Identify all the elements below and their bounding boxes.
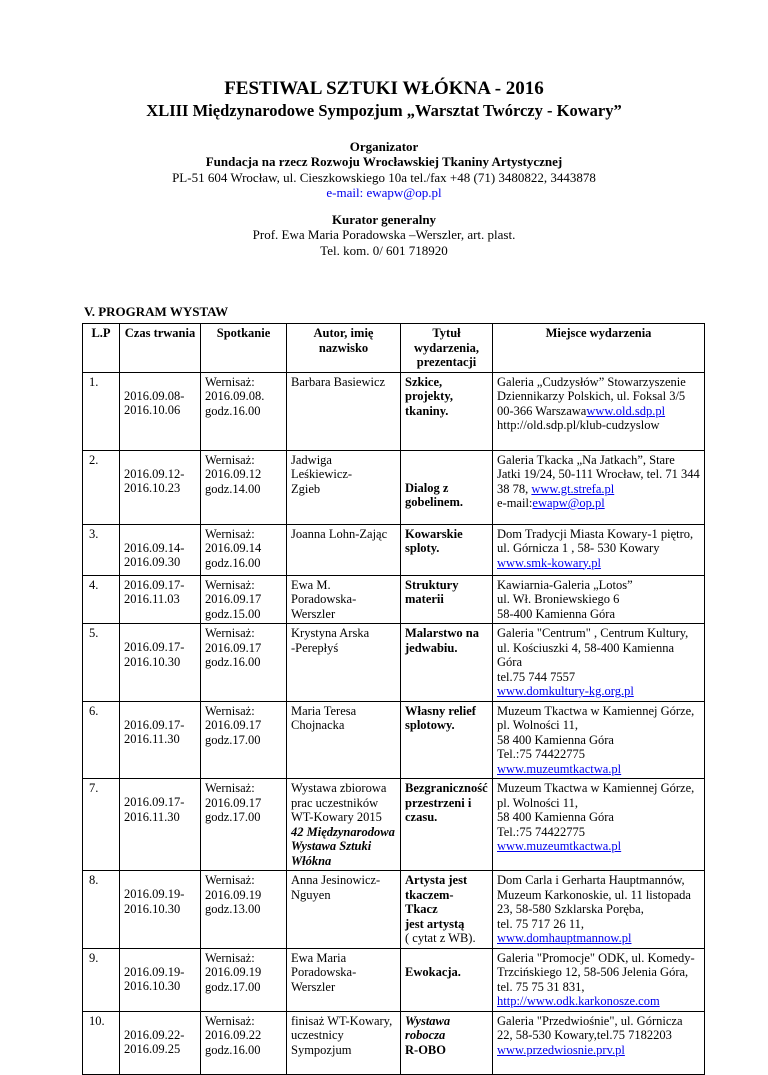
cell-spotkanie [201,871,287,949]
row-author: Ewa Maria Poradowska- Werszler [291,950,357,994]
row-dates: 2016.09.17- 2016.11.03 [124,577,185,606]
row-author: Barbara Basiewicz [291,374,386,389]
row-title: Dialog z gobelinem. [405,480,463,509]
table-header-row [83,324,705,373]
row-venue: Galeria „Cudzysłów” Stowarzyszenie Dziennikarzy Polskich, ul. Foksal 3/5 00-366 Warszawa [497,374,686,418]
cell-miejsce [493,701,705,779]
cell-lp [83,871,120,949]
row-author: Wystawa zbiorowa prac uczestników WT-Kowary 2015 [291,781,387,824]
cell-lp [83,450,120,524]
row-author: Anna Jesinowicz- Nguyen [291,873,381,902]
table-row [83,450,705,524]
cell-lp [83,575,120,624]
table-row [83,948,705,1011]
row-venue-extra: e-mail: [497,496,533,510]
table-row [83,624,705,702]
row-title: Malarstwo na jedwabiu. [405,626,479,655]
cell-spotkanie [201,372,287,450]
cell-czas [120,701,201,779]
row-number: 7. [89,781,99,795]
header-miejsce: Miejsce wydarzenia [493,324,705,373]
cell-autor [287,624,401,702]
table-row [83,779,705,871]
header-autor: Autor, imię nazwisko [287,324,401,373]
row-meeting: Wernisaż: 2016.09.19 godz.13.00 [205,873,262,916]
cell-spotkanie [201,575,287,624]
cell-autor [287,948,401,1011]
row-dates: 2016.09.17- 2016.10.30 [124,640,185,669]
cell-lp [83,948,120,1011]
row-author: Krystyna Arska -Perepłyś [291,626,370,655]
row-venue: Dom Tradycji Miasta Kowary-1 piętro, ul. Górnicza 1 , 58- 530 Kowary [497,526,694,555]
cell-miejsce [493,450,705,524]
row-author-extra: 42 Międzynarodowa Wystawa Sztuki Włókna [291,824,395,868]
cell-czas [120,624,201,702]
cell-spotkanie [201,948,287,1011]
venue-link[interactable]: www.przedwiosnie.prv.pl [497,1042,625,1057]
cell-spotkanie [201,779,287,871]
cell-miejsce [493,871,705,949]
cell-miejsce [493,575,705,624]
row-meeting: Wernisaż: 2016.09.17 godz.17.00 [205,703,262,747]
cell-autor [287,871,401,949]
row-venue: Muzeum Tkactwa w Kamiennej Górze, pl. Wolności 11, 58 400 Kamienna Góra Tel.:75 74422775 [497,703,695,761]
cell-czas [120,372,201,450]
cell-lp [83,701,120,779]
row-title: Własny relief splotowy. [405,703,476,732]
table-row [83,871,705,949]
organizer-block [0,139,768,201]
row-venue: Galeria "Przedwiośnie", ul. Górnicza 22, 58-530 Kowary,tel.75 7182203 [497,1013,683,1042]
row-number: 3. [89,526,99,541]
venue-email-link[interactable]: ewapw@op.pl [532,496,605,510]
venue-link[interactable]: www.domhauptmannow.pl [497,931,632,945]
row-venue-extra: http://old.sdp.pl/klub-cudzyslow [497,418,660,432]
header-czas: Czas trwania [120,324,201,373]
cell-miejsce [493,948,705,1011]
venue-link[interactable]: www.smk-kowary.pl [497,555,601,570]
venue-link[interactable]: www.old.sdp.pl [586,403,666,418]
row-title: Ewokacja. [405,964,461,979]
cell-czas [120,871,201,949]
row-author: Joanna Lohn-Zając [291,526,388,541]
cell-miejsce [493,372,705,450]
row-meeting: Wernisaż: 2016.09.22 godz.16.00 [205,1013,262,1057]
row-meeting: Wernisaż: 2016.09.17 godz.17.00 [205,781,262,824]
cell-tytul [401,1011,493,1074]
cell-autor [287,779,401,871]
page-subtitle: XLIII Międzynarodowe Sympozjum „Warsztat Twórczy - Kowary” [146,101,622,120]
row-venue: Dom Carla i Gerharta Hauptmannów, Muzeum Karkonoskie, ul. 11 listopada 23, 58-580 Szklarska Poręba, tel. 75 717 26 11, [497,873,691,931]
table-row [83,575,705,624]
cell-autor [287,1011,401,1074]
header-lp: L.P [83,324,120,373]
row-venue: Galeria "Centrum" , Centrum Kultury, ul. Kościuszki 4, 58-400 Kamienna Góra tel.75 744 7557 [497,626,689,684]
cell-autor [287,524,401,575]
cell-lp [83,624,120,702]
row-venue: Kawiarnia-Galeria „Lotos” ul. Wł. Broniewskiego 6 58-400 Kamienna Góra [497,577,633,621]
cell-spotkanie [201,701,287,779]
program-table [82,323,705,1075]
cell-czas [120,450,201,524]
row-title-italic: Wystawa robocza [405,1013,451,1042]
cell-spotkanie [201,1011,287,1074]
cell-autor [287,701,401,779]
curator-name: Prof. Ewa Maria Poradowska –Werszler, art. plast. [252,227,516,243]
row-number: 2. [89,452,99,467]
row-number: 8. [89,873,99,887]
row-venue: Galeria "Promocje" ODK, ul. Komedy-Trzcińskiego 12, 58-506 Jelenia Góra, tel. 75 75 31 831, [497,950,695,994]
cell-czas [120,948,201,1011]
cell-czas [120,575,201,624]
cell-tytul [401,624,493,702]
row-dates: 2016.09.22- 2016.09.25 [124,1027,185,1056]
curator-phone: Tel. kom. 0/ 601 718920 [320,242,448,258]
row-number: 10. [89,1013,105,1028]
venue-link[interactable]: http://www.odk.karkonosze.com [497,994,660,1008]
cell-tytul [401,701,493,779]
row-number: 6. [89,703,99,718]
venue-link[interactable]: www.domkultury-kg.org.pl [497,684,634,698]
page-title: FESTIWAL SZTUKI WŁÓKNA - 2016 [224,78,544,99]
row-dates: 2016.09.19- 2016.10.30 [124,964,185,993]
cell-spotkanie [201,524,287,575]
row-author: Ewa M. Poradowska- Werszler [291,577,357,621]
row-title: Szkice, projekty, tkaniny. [405,374,454,418]
header-spotkanie: Spotkanie [201,324,287,373]
row-title: Bezgraniczność przestrzeni i czasu. [405,781,488,824]
organizer-email-link[interactable]: e-mail: ewapw@op.pl [326,185,442,201]
venue-link[interactable]: www.muzeumtkactwa.pl [497,839,622,853]
row-venue: Galeria Tkacka „Na Jatkach”, Stare Jatki 19/24, 50-111 Wrocław, tel. 71 344 38 78, [497,452,700,496]
cell-tytul [401,450,493,524]
cell-tytul [401,575,493,624]
cell-czas [120,779,201,871]
table-row [83,1011,705,1074]
cell-tytul [401,372,493,450]
row-number: 1. [89,374,99,389]
section-title: V. PROGRAM WYSTAW [84,304,229,319]
cell-miejsce [493,1011,705,1074]
row-dates: 2016.09.12- 2016.10.23 [124,466,185,495]
row-meeting: Wernisaż: 2016.09.17 godz.15.00 [205,577,262,621]
organizer-heading: Organizator [349,139,419,154]
organizer-name: Fundacja na rzecz Rozwoju Wrocławskiej Tkaniny Artystycznej [205,154,563,170]
cell-czas [120,1011,201,1074]
row-title: Kowarskie sploty. [405,526,463,555]
row-author: Jadwiga Leśkiewicz- Zgieb [291,452,353,496]
cell-lp [83,1011,120,1074]
cell-autor [287,450,401,524]
row-title: Struktury materii [405,577,459,606]
row-author: Maria Teresa Chojnacka [291,703,357,732]
row-dates: 2016.09.08- 2016.10.06 [124,388,185,417]
row-dates: 2016.09.19- 2016.10.30 [124,887,185,916]
row-title: R-OBO [405,1042,446,1057]
row-title: Artysta jest tkaczem- Tkacz jest artystą [405,873,468,931]
venue-link[interactable]: www.gt.strefa.pl [531,481,615,496]
cell-lp [83,779,120,871]
cell-lp [83,524,120,575]
row-meeting: Wernisaż: 2016.09.19 godz.17.00 [205,950,262,994]
table-row [83,701,705,779]
row-meeting: Wernisaż: 2016.09.17 godz.16.00 [205,626,262,669]
cell-czas [120,524,201,575]
row-meeting: Wernisaż: 2016.09.14 godz.16.00 [205,526,262,570]
cell-tytul [401,948,493,1011]
row-venue: Muzeum Tkactwa w Kamiennej Górze, pl. Wolności 11, 58 400 Kamienna Góra Tel.:75 74422775 [497,781,695,839]
row-dates: 2016.09.14- 2016.09.30 [124,540,185,569]
organizer-address: PL-51 604 Wrocław, ul. Cieszkowskiego 10a tel./fax +48 (71) 3480822, 3443878 [172,169,596,185]
cell-autor [287,575,401,624]
row-author: finisaż WT-Kowary, uczestnicy Sympozjum [291,1013,393,1057]
curator-heading: Kurator generalny [331,212,437,227]
row-dates: 2016.09.17- 2016.11.30 [124,717,185,746]
row-title-note: ( cytat z WB). [405,931,476,945]
cell-tytul [401,871,493,949]
cell-autor [287,372,401,450]
row-meeting: Wernisaż: 2016.09.08. godz.16.00 [205,374,265,418]
venue-link[interactable]: www.muzeumtkactwa.pl [497,761,622,776]
row-meeting: Wernisaż: 2016.09.12 godz.14.00 [205,452,262,496]
cell-spotkanie [201,450,287,524]
cell-miejsce [493,524,705,575]
cell-tytul [401,524,493,575]
cell-tytul [401,779,493,871]
cell-lp [83,372,120,450]
row-number: 4. [89,577,99,592]
row-number: 5. [89,626,99,640]
cell-miejsce [493,779,705,871]
table-row [83,524,705,575]
table-row [83,372,705,450]
row-number: 9. [89,950,99,965]
cell-spotkanie [201,624,287,702]
header-tytul: Tytuł wydarzenia, prezentacji [401,324,493,373]
curator-block [0,212,768,258]
cell-miejsce [493,624,705,702]
row-dates: 2016.09.17- 2016.11.30 [124,795,185,824]
